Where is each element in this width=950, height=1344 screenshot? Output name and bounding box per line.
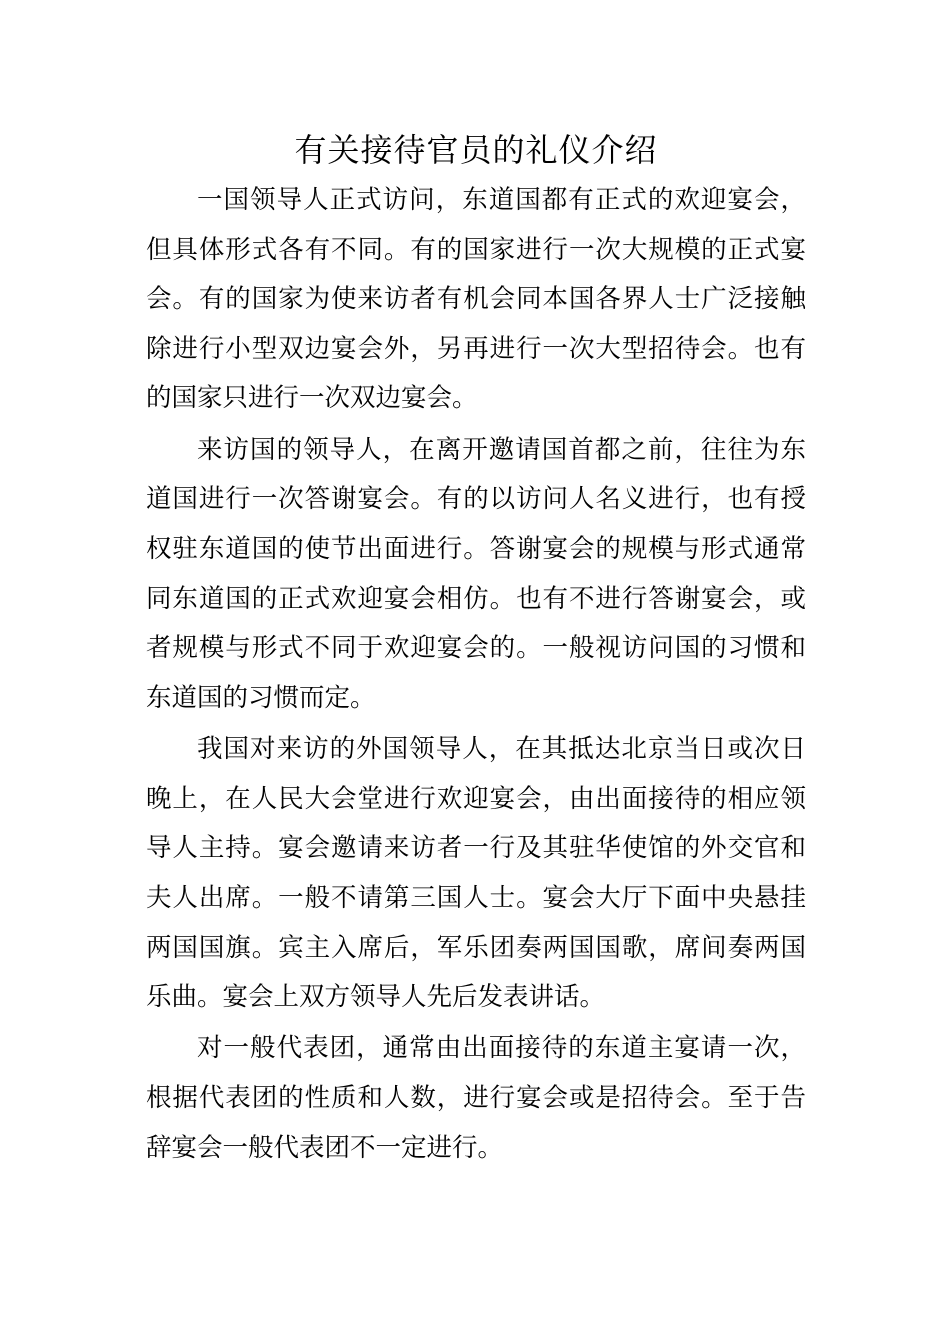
paragraph-china-practice: 我国对来访的外国领导人，在其抵达北京当日或次日晚上，在人民大会堂进行欢迎宴会，由出面接待的相应领导人主持。宴会邀请来访者一行及其驻华使馆的外交官和夫人出席。一般不请第三国人士。宴会大厅下面中央悬挂两国国旗。宾主入席后，军乐团奏两国国歌，席间奏两国乐曲。宴会上双方领导人先后发表讲话。 <box>146 734 806 1013</box>
paragraph-welcome-banquet: 一国领导人正式访问，东道国都有正式的欢迎宴会，但具体形式各有不同。有的国家进行一次大规模的正式宴会。有的国家为使来访者有机会同本国各界人士广泛接触除进行小型双边宴会外，另再进行一次大型招待会。也有的国家只进行一次双边宴会。 <box>146 185 806 414</box>
document-body <box>146 176 806 1173</box>
document-title: 有关接待官员的礼仪介绍 <box>294 131 658 169</box>
document-page <box>146 126 806 1173</box>
paragraph-return-banquet: 来访国的领导人，在离开邀请国首都之前，往往为东道国进行一次答谢宴会。有的以访问人名义进行，也有授权驻东道国的使节出面进行。答谢宴会的规模与形式通常同东道国的正式欢迎宴会相仿。也有不进行答谢宴会，或者规模与形式不同于欢迎宴会的。一般视访问国的习惯和东道国的习惯而定。 <box>146 434 806 713</box>
paragraph-delegations: 对一般代表团，通常由出面接待的东道主宴请一次，根据代表团的性质和人数，进行宴会或是招待会。至于告辞宴会一般代表团不一定进行。 <box>146 1033 806 1163</box>
